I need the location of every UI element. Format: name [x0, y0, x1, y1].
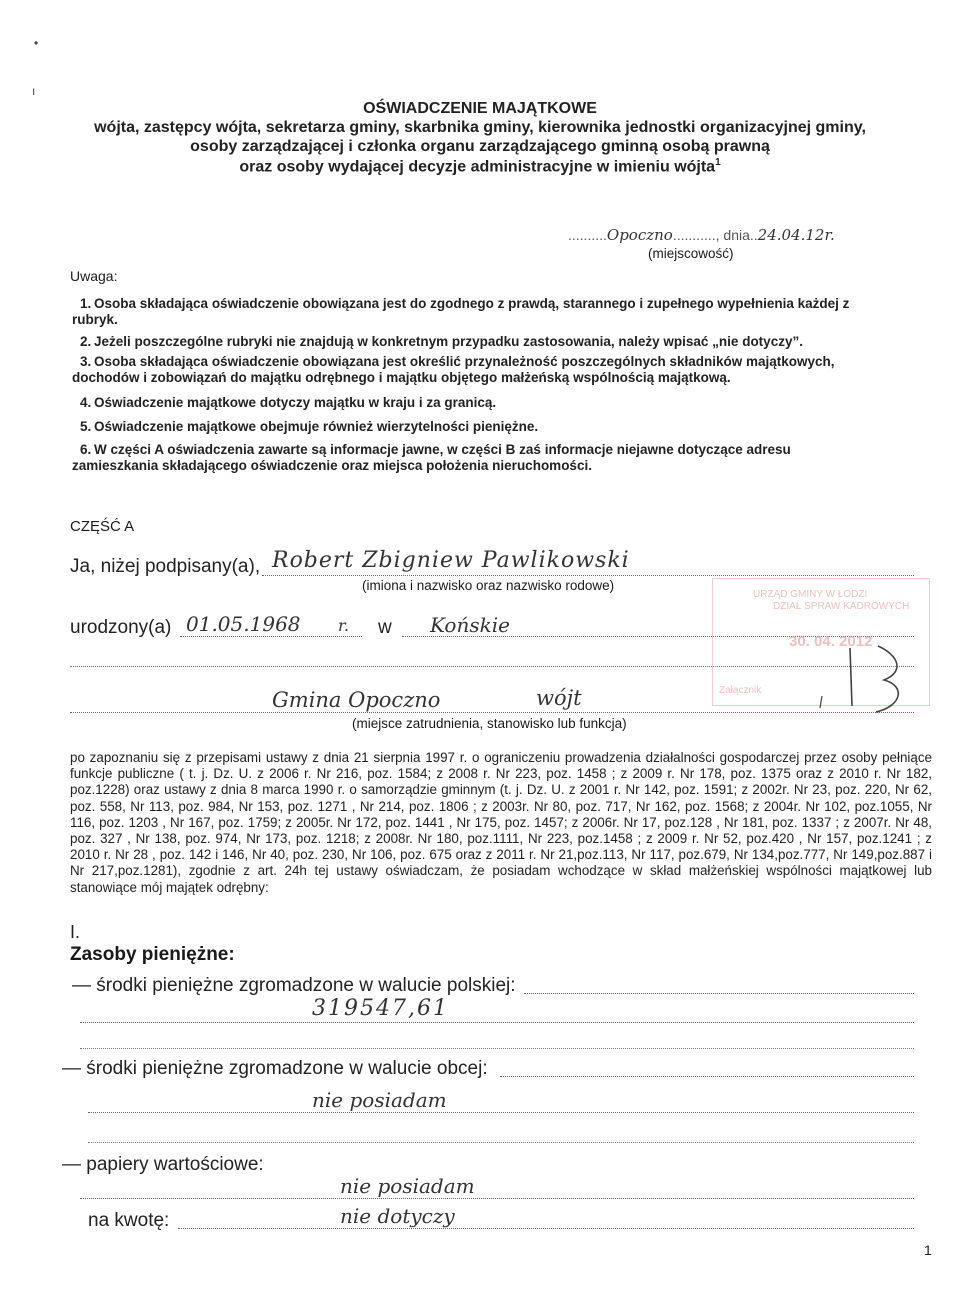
title-subline: osoby zarządzającej i członka organu zarządzającego gminną osobą prawną: [190, 138, 770, 155]
pln-label: — środki pieniężne zgromadzone w walucie polskiej:: [72, 975, 516, 996]
uwaga-item: [80, 334, 803, 350]
pln-value: 319547,61: [312, 996, 449, 1021]
uwaga-label: Uwaga:: [70, 268, 118, 284]
foreign-label: — środki pieniężne zgromadzone w walucie obcej:: [62, 1058, 488, 1079]
uwaga-item: [80, 419, 538, 435]
stamp-date: 30. 04. 2012: [789, 633, 873, 650]
law-paragraph: po zapoznaniu się z przepisami ustawy z dnia 21 sierpnia 1997 r. o ograniczeniu prowadzenia działalności gospodarczej przez osoby pełniące funkcje publiczne ( t. j. Dz. U. z 2006 r. Nr 216, poz. 1584; z 2008 r. Nr 223, poz. 1458 ; z 2009 r. Nr 178, poz. 1375 oraz z 2010 r. Nr 182, poz.1228) oraz ustawy z dnia 8 marca 1990 r. o samorządzie gminnym (t. j. Dz. U. z 2001 r. Nr 142, poz. 1591; z 2002r. Nr 23, poz. 220, Nr 62, poz. 558, Nr 113, poz. 984, Nr 153, poz. 1271 , Nr 214, poz. 1806 ; z 2003r. Nr 80, poz. 717, Nr 162, poz. 1568; z 2004r. Nr 102, poz.1055, Nr 116, poz. 1203 , Nr 167, poz. 1759; z 2005r. Nr 172, poz. 1441 , Nr 175, poz. 1457; z 2006r. Nr 17, poz.128 , Nr 181, poz. 1337 ; z 2007r. Nr 48, poz. 327 , Nr 138, poz. 974, Nr 173, poz. 1218; z 2008r. Nr 180, poz.1111, Nr 223, poz.1458 ; z 2009 r. Nr 52, poz.420 , Nr 157, poz.1241 ; z 2010 r. Nr 28 , poz. 142 i 146, Nr 40, poz. 230, Nr 106, poz. 675 oraz z 2011 r. Nr 21,poz.113, Nr 117, poz.679, Nr 134,poz.777, Nr 149,poz.887 i Nr 217,poz.1281), zgodnie z art. 24h tej ustawy oświadczam, że posiadam wchodzące w skład małżeńskiej wspólności majątkowej lub stanowiące mój majątek odrębny:: [70, 750, 932, 895]
job-caption: (miejsce zatrudnienia, stanowisko lub funkcja): [352, 716, 627, 731]
uwaga-num: 3.: [80, 354, 92, 369]
section-heading: Zasoby pieniężne:: [70, 944, 235, 965]
uwaga-text: Oświadczenie majątkowe dotyczy majątku w kraju i za granicą.: [94, 395, 497, 410]
dots: ..: [749, 227, 758, 243]
born-label: urodzony(a): [70, 617, 172, 638]
born-place: Końskie: [430, 613, 510, 637]
part-a-heading: CZĘŚĆ A: [70, 518, 135, 535]
uwaga-text: Oświadczenie majątkowe obejmuje również wierzytelności pieniężne.: [94, 419, 539, 434]
pln-value-line: [80, 1022, 914, 1023]
securities-value: nie posiadam: [340, 1174, 475, 1198]
place-caption: (miejscowość): [648, 246, 734, 261]
section-roman: I.: [70, 922, 81, 942]
uwaga-text: Jeżeli poszczególne rubryki nie znajdują w konkretnym przypadku zastosowania, należy wpisać „nie dotyczy”.: [94, 334, 803, 349]
stamp-line: URZĄD GMINY W ŁODZI: [753, 589, 868, 600]
uwaga-num: 1.: [80, 296, 92, 311]
uwaga-text: rubryk.: [72, 312, 118, 327]
born-suffix: r.: [338, 616, 349, 635]
stamp-line: DZIAŁ SPRAW KADROWYCH: [773, 601, 910, 612]
corner-mark: ı: [32, 84, 36, 98]
date-value: 24.04.12r.: [757, 226, 835, 244]
name-value: Robert Zbigniew Pawlikowski: [272, 548, 630, 573]
uwaga-num: 5.: [80, 419, 92, 434]
blank-dotted-line: [80, 1048, 914, 1049]
uwaga-text: zamieszkania składającego oświadczenie oraz miejsca położenia nieruchomości.: [72, 458, 592, 473]
uwaga-num: 6.: [80, 442, 92, 457]
uwaga-text: Osoba składająca oświadczenie obowiązana jest do zgodnego z prawdą, starannego i zupełnego wypełnienia każdej z: [94, 296, 850, 311]
document-title: OŚWIADCZENIE MAJĄTKOWE: [363, 100, 597, 117]
title-subline: [0, 157, 960, 176]
place-date-line: [568, 226, 835, 244]
corner-mark: •: [34, 36, 39, 50]
stamp-handwritten-mark: [780, 636, 920, 716]
page-number: 1: [924, 1242, 932, 1258]
footnote-mark: 1: [715, 157, 721, 168]
amount-value-line: [178, 1228, 914, 1229]
name-label: Ja, niżej podpisany(a),: [70, 556, 261, 577]
stamp-line: Załącznik: [719, 685, 762, 696]
foreign-label-dots: [500, 1076, 914, 1077]
dots: ..........: [568, 227, 607, 243]
amount-label: na kwotę:: [88, 1210, 170, 1231]
dots: ..........., dnia: [672, 227, 750, 243]
born-date: 01.05.1968: [186, 612, 301, 636]
job-value: Gmina Opoczno: [272, 688, 441, 712]
name-caption: (imiona i nazwisko oraz nazwisko rodowe): [362, 578, 615, 593]
born-w: w: [378, 617, 392, 638]
foreign-value-line: [88, 1112, 914, 1113]
uwaga-item: [72, 442, 791, 474]
title-subline-text: oraz osoby wydającej decyzje administracyjne w imieniu wójta: [239, 158, 716, 176]
place-value: Opoczno: [606, 226, 673, 244]
pln-label-dots: [524, 993, 914, 994]
uwaga-item: [72, 354, 835, 386]
uwaga-text: dochodów i zobowiązań do majątku odrębnego i majątku objętego małżeńską wspólnością majątkową.: [72, 370, 731, 385]
amount-value: nie dotyczy: [340, 1204, 455, 1228]
uwaga-item: [72, 296, 850, 328]
securities-label: — papiery wartościowe:: [62, 1154, 264, 1175]
uwaga-text: Osoba składająca oświadczenie obowiązana jest określić przynależność poszczególnych składników majątkowych,: [94, 354, 835, 369]
foreign-value: nie posiadam: [312, 1088, 447, 1112]
job-value: wójt: [536, 686, 582, 710]
uwaga-num: 2.: [80, 334, 92, 349]
uwaga-item: [80, 395, 496, 411]
title-subline: wójta, zastępcy wójta, sekretarza gminy, skarbnika gminy, kierownika jednostki organizacyjnej gminy,: [94, 119, 866, 136]
uwaga-num: 4.: [80, 395, 92, 410]
uwaga-text: W części A oświadczenia zawarte są informacje jawne, w części B zaś informacje niejawne dotyczące adresu: [94, 442, 791, 457]
securities-value-line: [80, 1198, 914, 1199]
born-dotted-line: [180, 636, 362, 637]
name-dotted-line: [262, 575, 914, 576]
blank-dotted-line: [88, 1142, 914, 1143]
